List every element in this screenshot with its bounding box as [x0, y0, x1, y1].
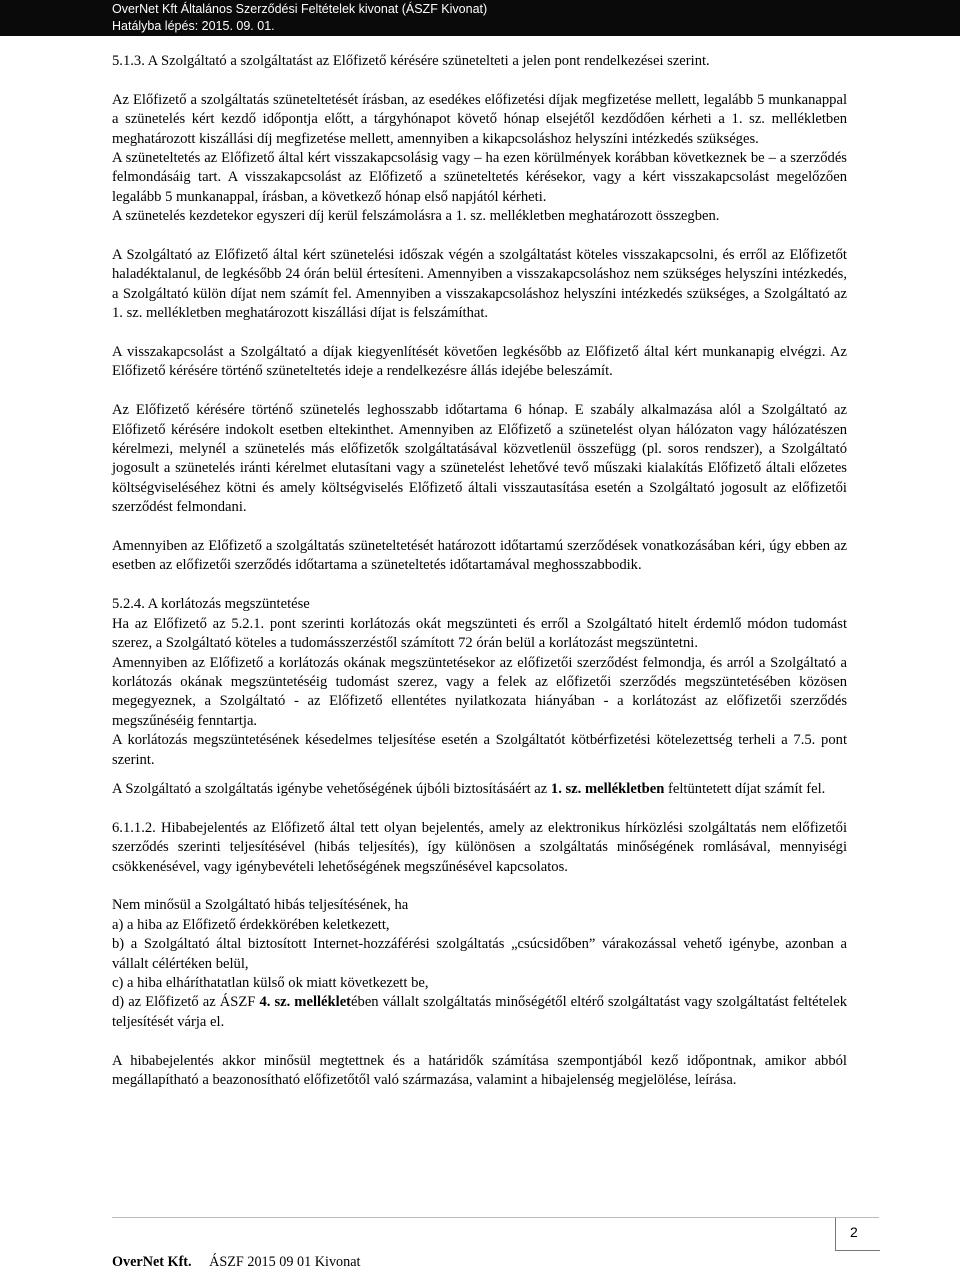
paragraph-reconnection-deadline: A visszakapcsolást a Szolgáltató a díjak kiegyenlítését követően legkésőbb az Előfizető által kért munkanapig elvégzi. Az Előfizető kérésére történő szüneteltetés ideje a rendelkezésre állás idejébe beleszámít. — [112, 344, 847, 380]
paragraph-fault-report-time: A hibabejelentés akkor minősül megtettnek és a határidők számítása szempontjából kező időpontnak, amikor abból megállapítható a beazonosítható előfizetőtől való származása, valamint a hibajelenség megjelölése, leírása. — [112, 1052, 847, 1088]
paragraph-suspension-request: Az Előfizető a szolgáltatás szüneteltetését írásban, az esedékes előfizetési díjak megfizetése mellett, legalább 5 munkanappal a szünetelés kért kezdő időpontja előtt, a tárgyhónapot követő hónap elsejétől kezdődően kérheti a 1. sz. mellékletben meghatározott kiszállási díj megfizetése mellett, amennyiben a kikapcsoláshoz helyszíni intézkedés szükséges. — [112, 91, 847, 147]
document-body — [112, 52, 847, 1090]
paragraph-fault-report-definition: 6.1.1.2. Hibabejelentés az Előfizető által tett olyan bejelentés, amely az elektronikus hírközlési szolgáltatás nem előfizetői szerződés szerinti teljesítésével (hibás teljesítés), így különösen a szolgáltatás minőségének romlásával, mennyiségi csökkenésével, vagy igénybevételi lehetőségének megszűnésével kapcsolatos. — [112, 819, 847, 875]
paragraph-restriction-lift: Ha az Előfizető az 5.2.1. pont szerinti korlátozás okát megszünteti és erről a Szolgáltató hitelt érdemlő módon tudomást szerez, a Szolgáltató köteles a tudomásszerzéstől számított 72 órán belül a korlátozást megszüntetni. — [112, 615, 847, 652]
paragraph-restriction-delay: A korlátozás megszüntetésének késedelmes teljesítése esetén a Szolgáltatót kötbérfizetési kötelezettség terheli a 7.5. pont szerint. — [112, 732, 847, 768]
paragraph-restoration-fee: A Szolgáltató a szolgáltatás igénybe vehetőségének újbóli biztosításáért az 1. sz. mellékletben feltüntetett díjat számít fel. — [112, 780, 826, 797]
paragraph-reconnection: A Szolgáltató az Előfizető által kért szünetelési időszak végén a szolgáltatást köteles visszakapcsolni, és erről az Előfizetőt haladéktalanul, de legkésőbb 24 órán belül értesíteni. Amennyiben a visszakapcsoláshoz nem szükséges helyszíni intézkedés, a Szolgáltató külön díjat nem számít fel. Amennyiben a visszakapcsoláshoz helyszíni intézkedés szükséges, a Szolgáltató az 1. sz. mellékletben meghatározott kiszállási díjat is felszámíthat. — [112, 247, 847, 322]
page-number: 2 — [850, 1224, 858, 1240]
list-item-d: d) az Előfizető az ÁSZF 4. sz. mellékletében vállalt szolgáltatás minőségétől eltérő szolgáltatást vagy szolgáltatást feltételek teljesítését várja el. — [112, 994, 847, 1030]
list-item-b: b) a Szolgáltató által biztosított Internet-hozzáférési szolgáltatás „csúcsidőben” várakozással vehető igénybe, azonban a vállalt célértéken belül, — [112, 936, 847, 972]
header-title: OverNet Kft Általános Szerződési Feltételek kivonat (ÁSZF Kivonat) — [112, 2, 488, 16]
list-item-c: c) a hiba elháríthatatlan külső ok miatt következett be, — [112, 974, 429, 991]
section-heading-5-2-4: 5.2.4. A korlátozás megszüntetése — [112, 596, 310, 613]
paragraph-suspension-duration: A szüneteltetés az Előfizető által kért visszakapcsolásig vagy – ha ezen körülmények korábban következnek be – a szerződés felmondásáig tart. A visszakapcsolást az Előfizető a szüneteltetés kérésekor, vagy a kért visszakapcsolást megelőzően legalább 5 munkanappal, írásban, a következő hónap első napjától kérheti. — [112, 150, 847, 205]
document-footer — [112, 1253, 360, 1271]
paragraph-suspension-fee: A szünetelés kezdetekor egyszeri díj kerül felszámolásra a 1. sz. mellékletben meghatározott összegben. — [112, 208, 720, 225]
footer-brand: OverNet Kft. — [112, 1254, 192, 1270]
paragraph-fixed-term: Amennyiben az Előfizető a szolgáltatás szüneteltetését határozott időtartamú szerződések vonatkozásában kéri, úgy ebben az esetben az előfizetői szerződés időtartama a szüneteltetés időtartamával meghosszabbodik. — [112, 538, 847, 574]
paragraph-restriction-termination: Amennyiben az Előfizető a korlátozás okának megszüntetésekor az előfizetői szerződést felmondja, és arról a Szolgáltató a korlátozás okának megszüntetéséig tudomást szerez, vagy a felek az előfizetői szerződés megszüntetésében közösen megegyeznek, a Szolgáltató - az Előfizető ellentétes nyilatkozata hiányában - a korlátozást az előfizetői szerződés megszűnéséig fenntartja. — [112, 654, 847, 729]
footer-doc-id: ÁSZF 2015 09 01 Kivonat — [209, 1254, 361, 1270]
footer-divider — [112, 1217, 879, 1218]
paragraph-5-1-3: 5.1.3. A Szolgáltató a szolgáltatást az Előfizető kérésére szünetelteti a jelen pont rendelkezései szerint. — [112, 53, 710, 69]
paragraph-not-faulty-intro: Nem minősül a Szolgáltató hibás teljesítésének, ha — [112, 897, 409, 914]
header-effective-date: Hatályba lépés: 2015. 09. 01. — [112, 19, 275, 33]
list-item-a: a) a hiba az Előfizető érdekkörében keletkezett, — [112, 916, 390, 933]
page-number-box — [835, 1218, 880, 1251]
document-header — [0, 0, 960, 36]
paragraph-max-suspension: Az Előfizető kérésére történő szünetelés leghosszabb időtartama 6 hónap. E szabály alkalmazása alól a Szolgáltató az Előfizető kérésére indokolt esetben eltekinthet. Amennyiben az Előfizető a szünetelést olyan hálózaton vagy hálózatészen kérelmezi, melynél a szünetelés más előfizetők szolgáltatásával közvetlenül összefügg (pl. soros rendszer), a Szolgáltató jogosult a szünetelés iránti kérelmet elutasítani vagy a szünetelést lehetővé tevő műszaki kialakítás Előfizető általi előzetes költségviseléséhez kötni és amely költségviselés Előfizető általi visszautasítása esetén a Szolgáltató jogosult az előfizetői szerződést felmondani. — [112, 402, 847, 516]
